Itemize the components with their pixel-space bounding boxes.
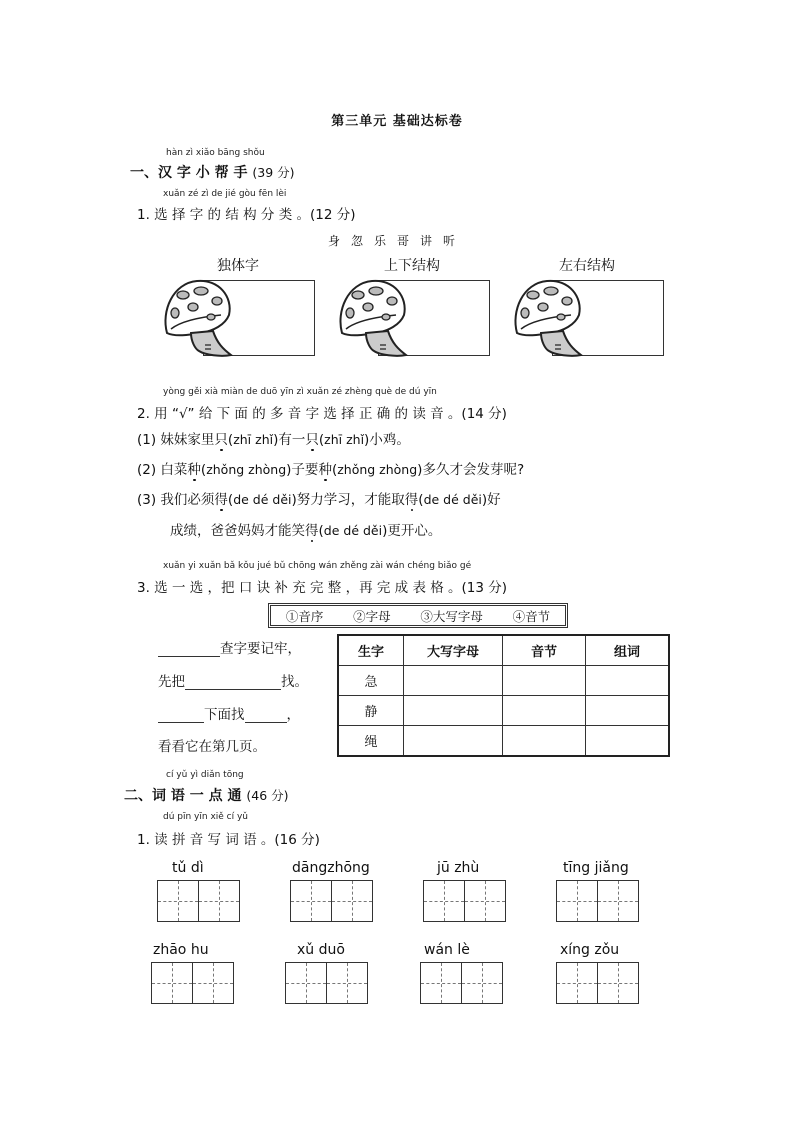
q2-label: 2. 用 “√” 给 下 面 的 多 音 字 选 择 正 确 的 读 音 。(14 分) xyxy=(137,406,507,422)
section2-label: 二、词 语 一 点 通 xyxy=(124,788,242,804)
table-cell-input[interactable] xyxy=(503,726,586,757)
pinyin-choice[interactable]: zhǒng zhòng xyxy=(337,462,418,477)
page-title: 第三单元 基础达标卷 xyxy=(331,114,463,129)
polyphone-char: 得 xyxy=(214,492,228,508)
rhyme-text: 先把 xyxy=(158,674,185,690)
option-4: ④音节 xyxy=(512,608,551,624)
line-text: (1) 妹妹家里 xyxy=(137,432,215,448)
paren: ( xyxy=(418,492,424,508)
section1-pinyin: hàn zì xiǎo bāng shǒu xyxy=(166,148,265,158)
category-label-3: 左右结构 xyxy=(559,258,615,274)
writing-grid[interactable] xyxy=(556,880,639,922)
paren: ( xyxy=(318,523,324,539)
category-label-1: 独体字 xyxy=(217,258,259,274)
line-text: )子要 xyxy=(286,462,319,478)
polyphone-char: 只 xyxy=(214,432,228,448)
pinyin-choice[interactable]: zhǒng zhòng xyxy=(206,462,287,477)
paren: ( xyxy=(200,462,207,478)
pinyin-choice[interactable]: de dé děi xyxy=(233,492,292,507)
table-header: 音节 xyxy=(503,635,586,666)
blank-field[interactable] xyxy=(158,722,204,723)
line-text: )多久才会发芽呢? xyxy=(417,462,525,478)
table-cell-char: 静 xyxy=(338,696,404,726)
writing-grid[interactable] xyxy=(290,880,373,922)
line-text: )好 xyxy=(481,492,501,508)
writing-grid[interactable] xyxy=(151,962,234,1004)
rhyme-text: 找。 xyxy=(281,674,308,690)
line-text: )努力学习，才能取 xyxy=(291,492,405,508)
line-text: )小鸡。 xyxy=(364,432,410,448)
line-text: 成绩，爸爸妈妈才能笑 xyxy=(170,523,305,539)
table-cell-input[interactable] xyxy=(404,696,503,726)
word-pinyin: tǔ dì xyxy=(172,860,204,876)
table-header-row xyxy=(338,635,669,666)
table-cell-input[interactable] xyxy=(503,666,586,696)
polyphone-char: 得 xyxy=(305,523,319,539)
q1-chars: 身忽乐哥讲听 xyxy=(327,234,466,248)
section1-heading xyxy=(130,162,295,182)
q2-pinyin: yòng gěi xià miàn de duō yīn zì xuǎn zé zhèng què de dú yīn xyxy=(163,387,437,397)
polyphone-char: 种 xyxy=(318,462,332,478)
table-cell-input[interactable] xyxy=(586,666,670,696)
q3-table xyxy=(337,634,670,757)
pinyin-choice[interactable]: zhī zhǐ xyxy=(324,432,365,447)
word-pinyin: xǔ duō xyxy=(297,942,345,958)
paren: ( xyxy=(318,432,325,448)
q3-label: 3. 选 一 选 ，把 口 诀 补 充 完 整 ，再 完 成 表 格 。(13 分) xyxy=(137,580,508,596)
polyphone-char: 得 xyxy=(404,492,419,508)
q2-line-4 xyxy=(170,519,441,539)
line-text: )有一 xyxy=(273,432,306,448)
table-cell-input[interactable] xyxy=(404,666,503,696)
blank-field[interactable] xyxy=(185,689,281,690)
word-pinyin: wán lè xyxy=(424,942,470,958)
pinyin-choice[interactable]: de dé děi xyxy=(423,492,482,507)
table-cell-input[interactable] xyxy=(586,696,670,726)
option-3: ③大写字母 xyxy=(420,608,483,624)
table-cell-input[interactable] xyxy=(404,726,503,757)
blank-field[interactable] xyxy=(158,656,220,657)
table-row xyxy=(338,696,669,726)
mushroom-icon xyxy=(511,277,583,359)
q2-line-1 xyxy=(137,428,410,448)
section1-label: 一、汉 字 小 帮 手 xyxy=(130,165,248,181)
rhyme-text: 查字要记牢， xyxy=(220,641,301,657)
option-1: ①音序 xyxy=(285,608,324,624)
q2-line-2 xyxy=(137,458,524,478)
pinyin-choice[interactable]: zhī zhǐ xyxy=(233,432,274,447)
writing-grid[interactable] xyxy=(420,962,503,1004)
writing-grid[interactable] xyxy=(556,962,639,1004)
word-pinyin: xíng zǒu xyxy=(560,942,620,958)
line-text: )更开心。 xyxy=(382,523,442,539)
rhyme-text: 下面找 xyxy=(204,707,245,723)
q3-pinyin: xuǎn yi xuǎn bǎ kǒu jué bǔ chōng wán zhěng zài wán chéng biǎo gé xyxy=(163,561,472,571)
word-pinyin: tīng jiǎng xyxy=(563,860,629,876)
word-pinyin: jū zhù xyxy=(437,860,480,876)
section2-points: (46 分) xyxy=(246,788,289,803)
section2-pinyin: cí yǔ yì diǎn tōng xyxy=(166,770,244,780)
table-header: 大写字母 xyxy=(404,635,503,666)
table-row xyxy=(338,666,669,696)
writing-grid[interactable] xyxy=(285,962,368,1004)
q4-pinyin: dú pīn yīn xiě cí yǔ xyxy=(163,812,249,822)
section1-points: (39 分) xyxy=(252,165,295,180)
table-cell-input[interactable] xyxy=(503,696,586,726)
blank-field[interactable] xyxy=(245,722,287,723)
table-header: 生字 xyxy=(338,635,404,666)
rhyme-line-3 xyxy=(158,703,300,723)
q3-options-box xyxy=(268,603,568,628)
section2-heading xyxy=(124,785,289,805)
rhyme-text: ， xyxy=(286,707,300,723)
table-cell-char: 绳 xyxy=(338,726,404,757)
option-2: ②字母 xyxy=(353,608,391,624)
mushroom-icon xyxy=(336,277,408,359)
rhyme-line-1 xyxy=(158,637,301,657)
line-text: (3) 我们必须 xyxy=(137,492,215,508)
writing-grid[interactable] xyxy=(423,880,506,922)
q1-label: 1. 选 择 字 的 结 构 分 类 。(12 分) xyxy=(137,207,356,223)
rhyme-line-4: 看看它在第几页。 xyxy=(158,739,266,755)
polyphone-char: 只 xyxy=(305,432,319,448)
word-pinyin: dāngzhōng xyxy=(292,860,370,876)
category-label-2: 上下结构 xyxy=(384,258,440,274)
writing-grid[interactable] xyxy=(157,880,240,922)
q1-pinyin: xuǎn zé zì de jié gòu fēn lèi xyxy=(163,189,287,199)
table-cell-input[interactable] xyxy=(586,726,670,757)
table-header: 组词 xyxy=(586,635,670,666)
paren: ( xyxy=(227,492,234,508)
word-pinyin: zhāo hu xyxy=(153,942,209,958)
q2-line-3 xyxy=(137,488,501,508)
line-text: (2) 白菜 xyxy=(137,462,188,478)
rhyme-line-2 xyxy=(158,670,308,690)
paren: ( xyxy=(331,462,338,478)
paren: ( xyxy=(227,432,234,448)
q4-label: 1. 读 拼 音 写 词 语 。(16 分) xyxy=(137,832,320,848)
polyphone-char: 种 xyxy=(187,462,201,478)
table-cell-char: 急 xyxy=(338,666,404,696)
table-row xyxy=(338,726,669,757)
mushroom-icon xyxy=(161,277,233,359)
pinyin-choice[interactable]: de dé děi xyxy=(323,523,383,538)
